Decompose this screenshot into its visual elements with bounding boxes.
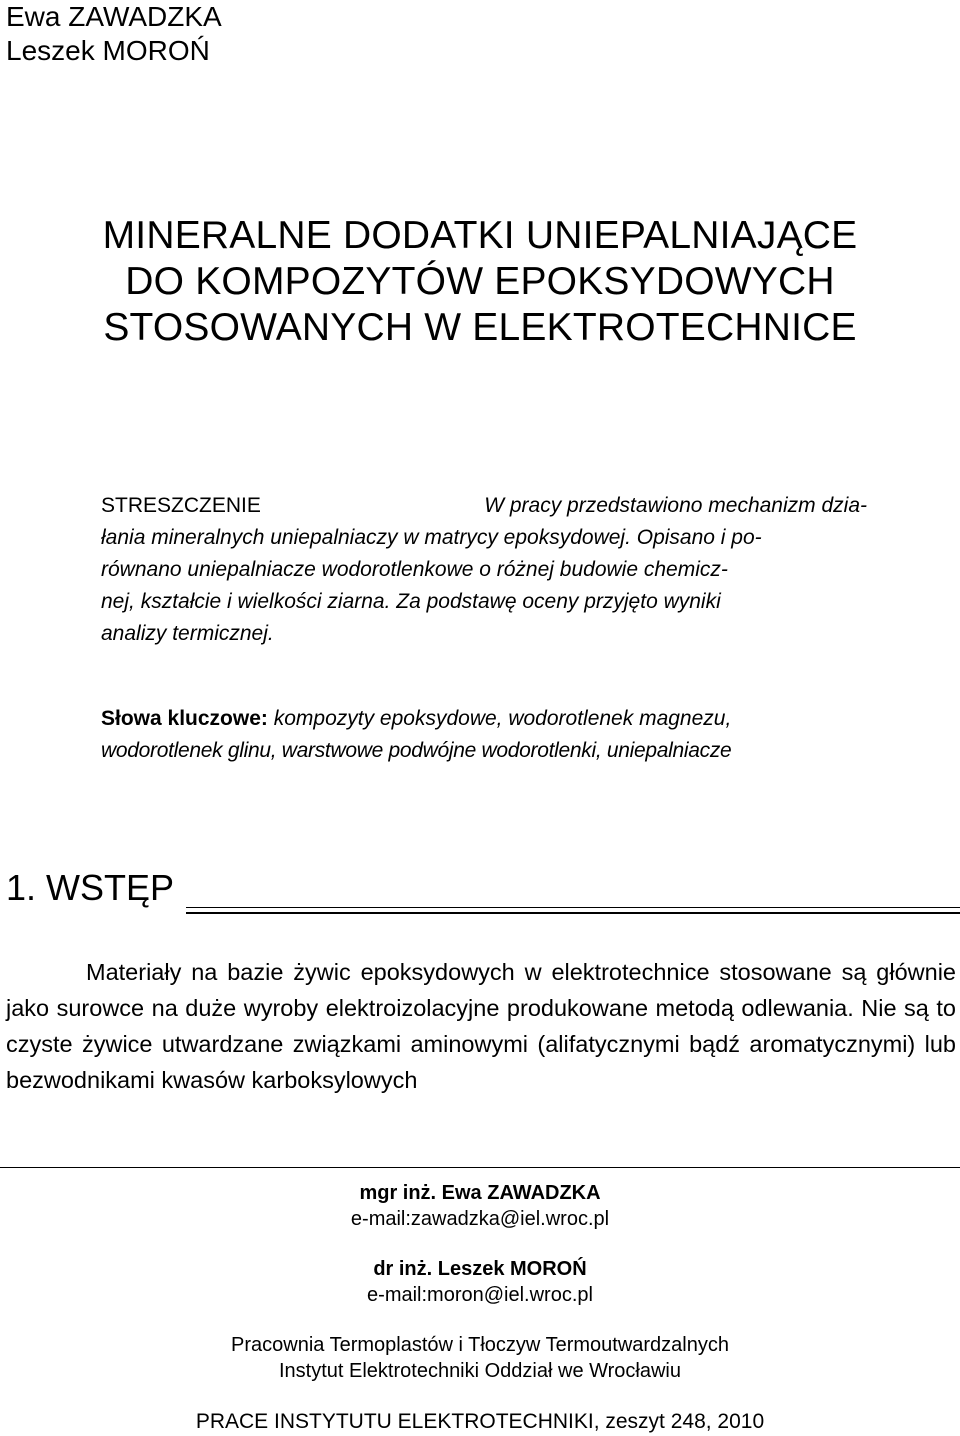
section-heading: 1. WSTĘP [6,867,175,908]
abstract-text-line: równano uniepalniacze wodorotlenkowe o różnej budowie chemicz- [101,558,728,581]
journal-citation: PRACE INSTYTUTU ELEKTROTECHNIKI, zeszyt 248, 2010 [195,1410,765,1433]
paper-title [0,213,960,351]
intro-section [6,954,956,1098]
abstract-text-line: łania mineralnych uniepalniaczy w matrycy epoksydowej. Opisano i po- [101,526,762,549]
author2-email: e-mail:moron@iel.wroc.pl [367,1284,593,1306]
keywords-text: kompozyty epoksydowe, wodorotlenek magnezu, [273,707,732,730]
keywords-text: wodorotlenek glinu, warstwowe podwójne wodorotlenki, uniepalniacze [101,739,732,762]
institution-line: Pracownia Termoplastów i Tłoczyw Termoutwardzalnych [231,1334,729,1356]
title-line: DO KOMPOZYTÓW EPOKSYDOWYCH [125,260,835,303]
abstract-text-line: analizy termicznej. [101,622,274,645]
abstract-first-line [101,490,867,522]
author-name: Leszek MOROŃ [6,35,210,66]
author1-name: mgr inż. Ewa ZAWADZKA [359,1182,601,1204]
title-line: MINERALNE DODATKI UNIEPALNIAJĄCE [102,214,858,257]
title-line: STOSOWANYCH W ELEKTROTECHNICE [103,306,857,349]
keywords [101,703,867,767]
abstract-text-line: nej, kształcie i wielkości ziarna. Za podstawę oceny przyjęto wyniki [101,590,721,613]
keywords-label: Słowa kluczowe: [101,707,268,730]
abstract [101,490,867,650]
author-names [6,0,222,68]
abstract-text-line: W pracy przedstawiono mechanizm dzia- [484,494,867,517]
author2-name: dr inż. Leszek MOROŃ [373,1258,587,1280]
intro-paragraph: Materiały na bazie żywic epoksydowych w elektrotechnice stosowane są głównie jako surowce na duże wyroby elektroizolacyjne produkowane metodą odlewania. Nie są to czyste żywice utwardzane związkami aminowymi (alifatycznymi bądź aromatycznymi) lub bezwodnikami kwasów karboksylowych [6,959,956,1093]
footnote-divider [0,1167,960,1168]
author1-email: e-mail:zawadzka@iel.wroc.pl [350,1208,610,1230]
institution-line: Instytut Elektrotechniki Oddział we Wrocławiu [278,1360,681,1382]
section-rule [186,907,960,908]
keywords-line [101,703,867,735]
section-rule [186,912,960,914]
abstract-label: STRESZCZENIE [101,494,261,517]
author-name: Ewa ZAWADZKA [6,1,222,32]
